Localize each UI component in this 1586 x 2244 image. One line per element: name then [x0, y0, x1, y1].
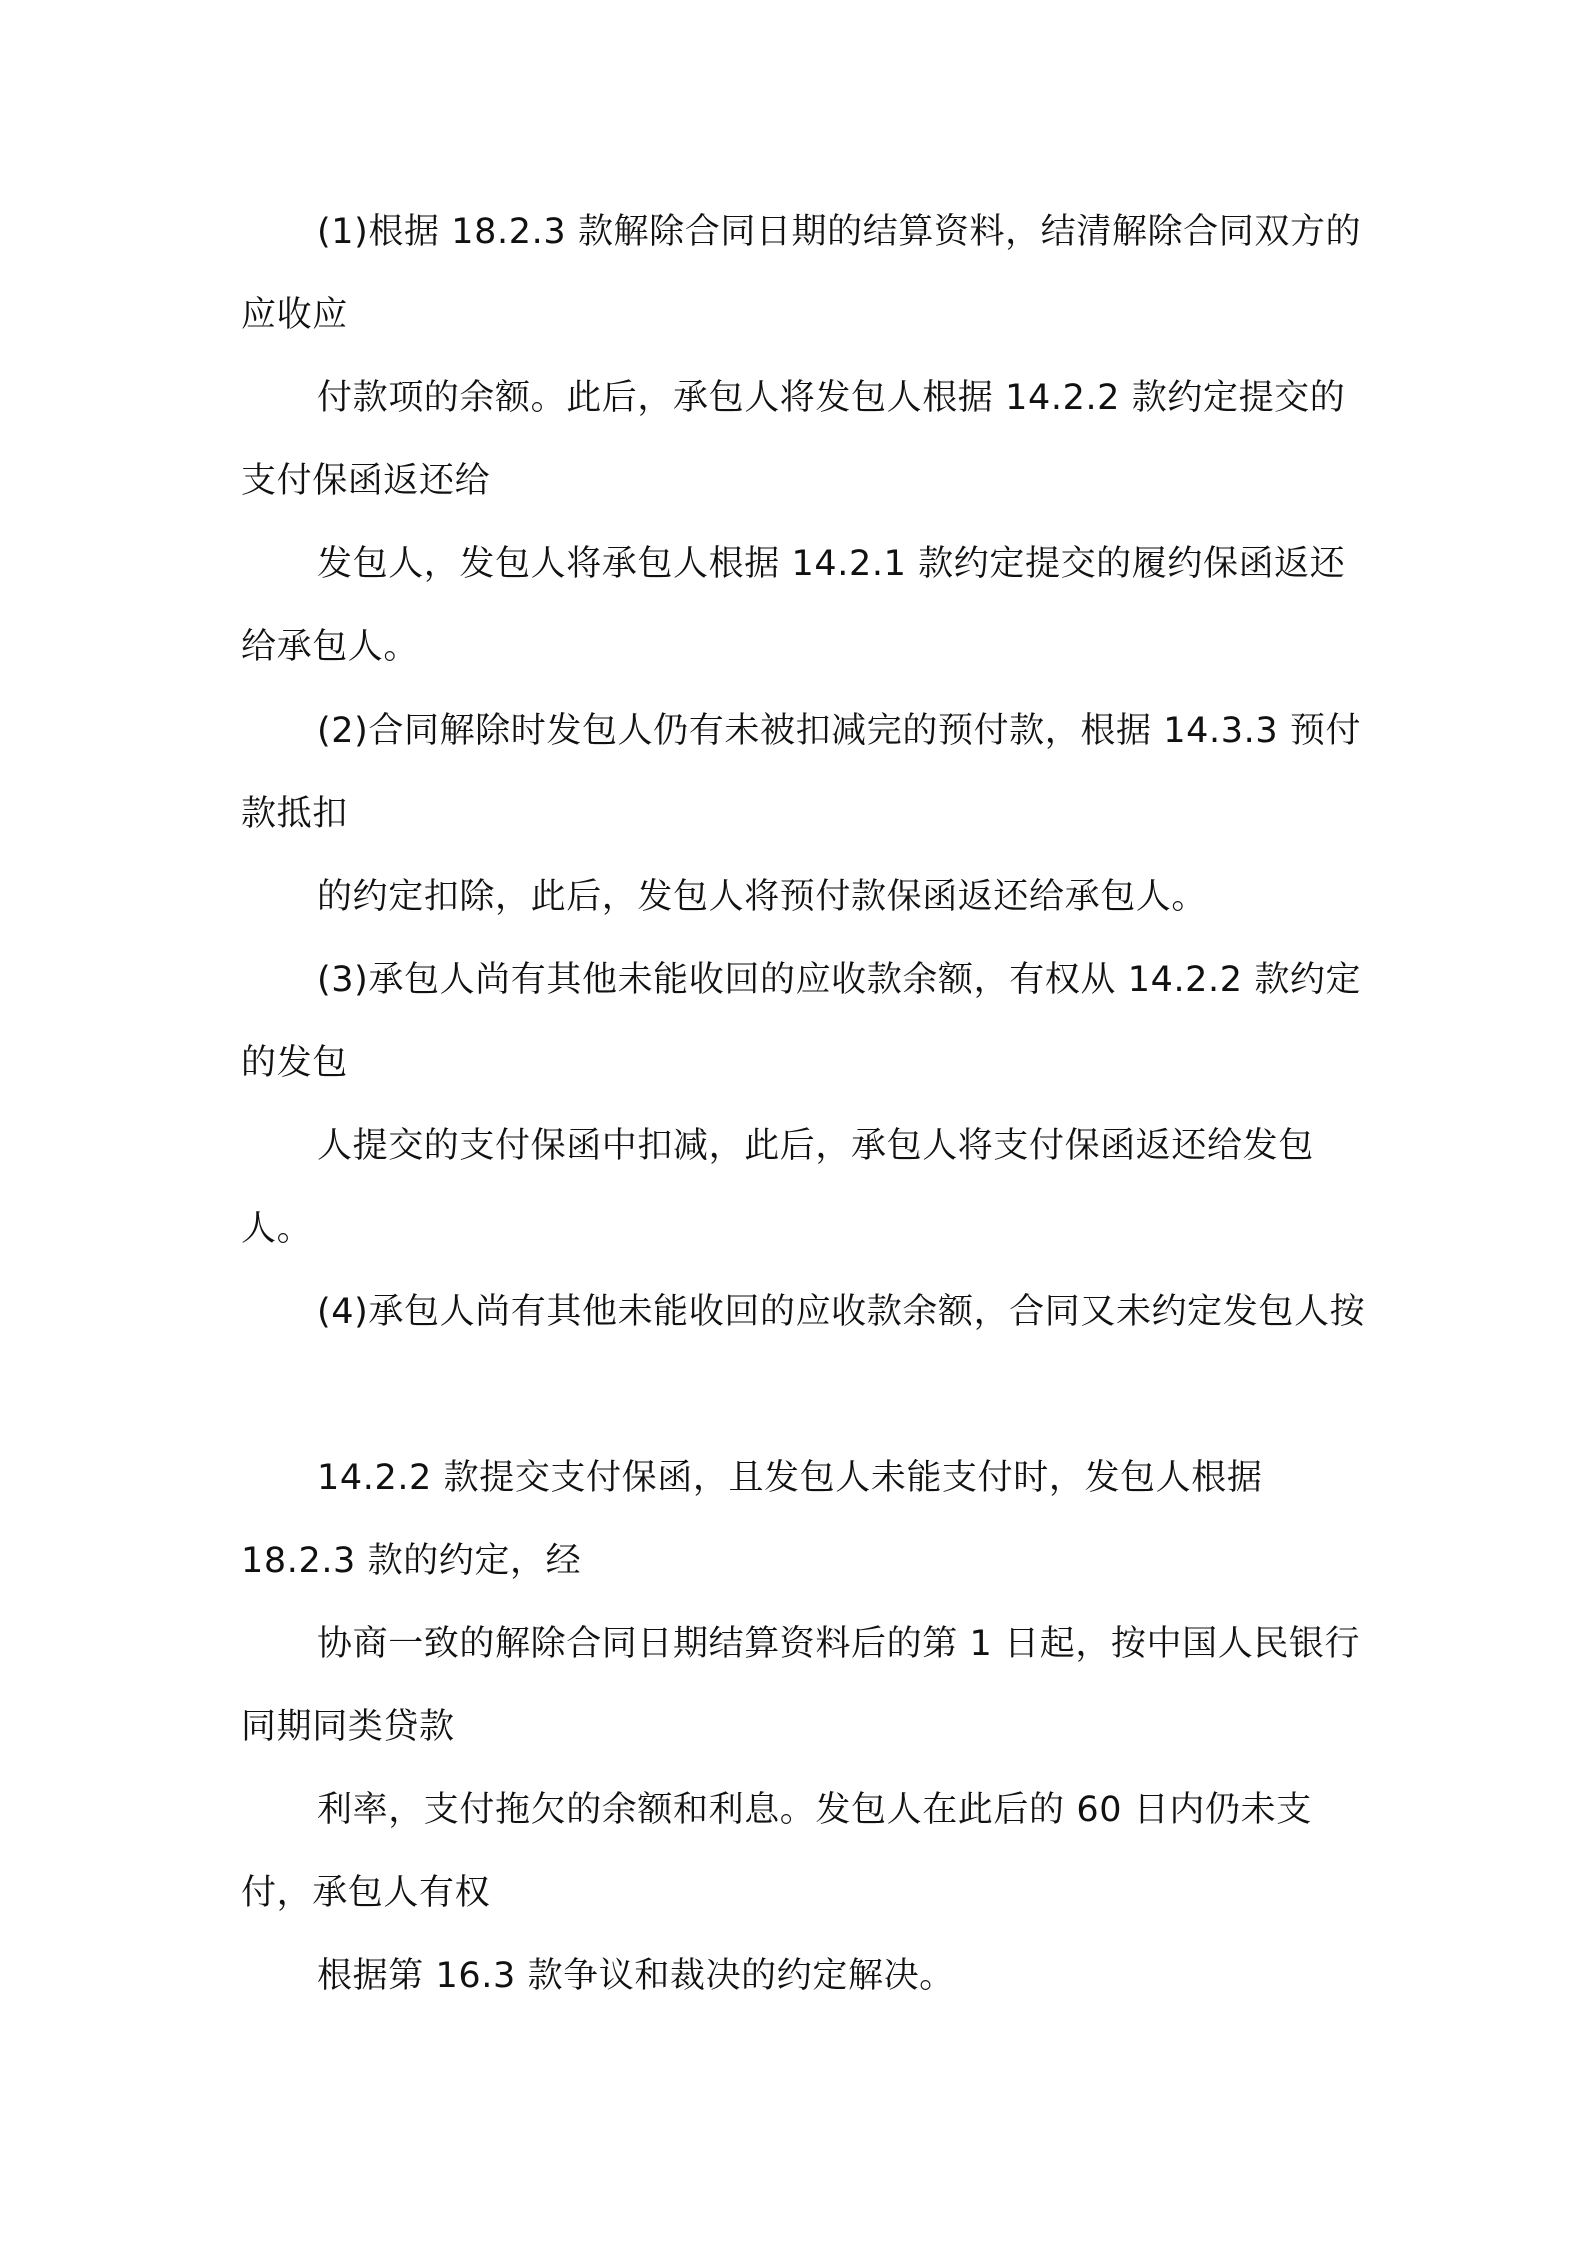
paragraph-7: 人提交的支付保函中扣减，此后，承包人将支付保函返还给发包人。 — [241, 1126, 1314, 1249]
paragraph-3: 发包人，发包人将承包人根据 14.2.1 款约定提交的履约保函返还给承包人。 — [241, 544, 1346, 667]
paragraph-8: (4)承包人尚有其他未能收回的应收款余额，合同又未约定发包人按 — [317, 1292, 1366, 1332]
paragraph-1: (1)根据 18.2.3 款解除合同日期的结算资料，结清解除合同双方的应收应 — [241, 212, 1362, 335]
paragraph-6: (3)承包人尚有其他未能收回的应收款余额，有权从 14.2.2 款约定的发包 — [241, 960, 1362, 1083]
paragraph-5: 的约定扣除，此后，发包人将预付款保函返还给承包人。 — [317, 877, 1208, 917]
paragraph-2: 付款项的余额。此后，承包人将发包人根据 14.2.2 款约定提交的支付保函返还给 — [241, 378, 1346, 501]
paragraph-4: (2)合同解除时发包人仍有未被扣减完的预付款，根据 14.3.3 预付款抵扣 — [241, 711, 1362, 834]
paragraph-10: 协商一致的解除合同日期结算资料后的第 1 日起，按中国人民银行同期同类贷款 — [241, 1624, 1361, 1747]
paragraph-12: 根据第 16.3 款争议和裁决的约定解决。 — [317, 1956, 955, 1996]
paragraph-9: 14.2.2 款提交支付保函，且发包人未能支付时，发包人根据 18.2.3 款的约定，经 — [241, 1458, 1263, 1581]
paragraph-11: 利率，支付拖欠的余额和利息。发包人在此后的 60 日内仍未支付，承包人有权 — [241, 1790, 1312, 1913]
